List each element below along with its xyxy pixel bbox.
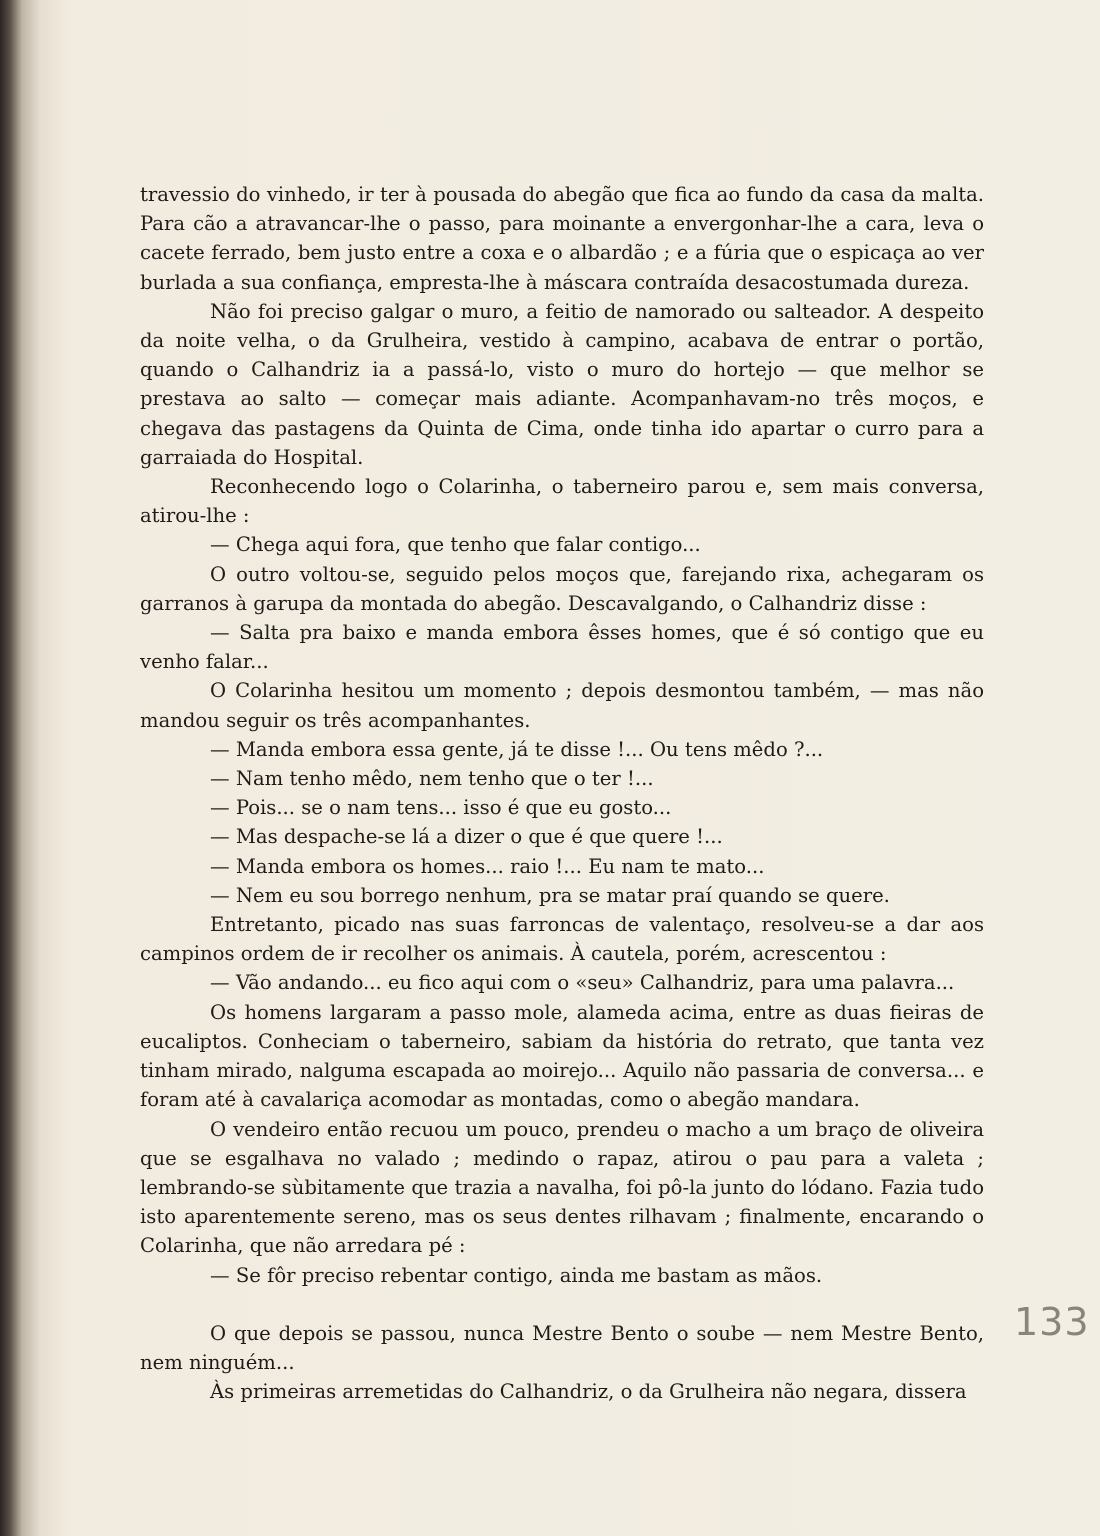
dialogue-line: — Pois... se o nam tens... isso é que eu gosto... [210,796,672,820]
dialogue-line: — Manda embora os homes... raio !... Eu nam te mato... [210,854,765,878]
dialogue-line: — Mas despache-se lá a dizer o que é que quere !... [210,825,723,849]
dialogue-line: — Nam tenho mêdo, nem tenho que o ter !... [210,767,654,791]
dialogue-line: — Se fôr preciso rebentar contigo, ainda me bastam as mãos. [210,1263,823,1287]
page-number: 133 [1014,1300,1090,1344]
paragraph: Reconhecendo logo o Colarinha, o taberneiro parou e, sem mais conversa, atirou-lhe : [140,475,984,528]
dialogue-line: — Chega aqui fora, que tenho que falar contigo... [210,533,701,557]
paragraph: O outro voltou-se, seguido pelos moços que, farejando rixa, achegaram os garranos à garupa da montada do abegão. Descavalgando, o Calhandriz disse : [140,562,984,615]
paragraph: O vendeiro então recuou um pouco, prendeu o macho a um braço de oliveira que se esgalhava no valado ; medindo o rapaz, atirou o pau para a valeta ; lembrando-se sùbitamente que trazia a navalha, foi pô-la junto do lódano. Fazia tudo isto aparentemente sereno, mas os seus dentes rilhavam ; finalmente, encarando o Colarinha, que não arredara pé : [140,1117,984,1258]
paragraph: O Colarinha hesitou um momento ; depois desmontou também, — mas não mandou seguir os três acompanhantes. [140,679,984,732]
dialogue-line: — Vão andando... eu fico aqui com o «seu» Calhandriz, para uma palavra... [210,971,955,995]
dialogue-line: — Salta pra baixo e manda embora êsses homes, que é só contigo que eu venho falar... [140,621,984,674]
dialogue-line: — Nem eu sou borrego nenhum, pra se matar praí quando se quere. [210,883,890,907]
paragraph: Não foi preciso galgar o muro, a feitio de namorado ou salteador. A despeito da noite velha, o da Grulheira, vestido à campino, acabava de entrar o portão, quando o Calhandriz ia a passá-lo, visto o muro do hortejo — que melhor se prestava ao salto — começar mais adiante. Acompanhavam-no três moços, e chegava das pastagens da Quinta de Cima, onde tinha ido apartar o curro para a garraiada do Hospital. [140,299,984,469]
paragraph: Entretanto, picado nas suas farroncas de valentaço, resolveu-se a dar aos campinos ordem de ir recolher os animais. À cautela, porém, acrescentou : [140,913,984,966]
body-text [140,180,984,1406]
dialogue-line: — Manda embora essa gente, já te disse !... Ou tens mêdo ?... [210,737,824,761]
paragraph: travessio do vinhedo, ir ter à pousada do abegão que fica ao fundo da casa da malta. Para cão a atravancar-lhe o passo, para moinante a envergonhar-lhe a cara, leva o cacete ferrado, bem justo entre a coxa e o albardão ; e a fúria que o espicaça ao ver burlada a sua confiança, empresta-lhe à máscara contraída desacostumada dureza. [140,183,984,294]
paragraph: Às primeiras arremetidas do Calhandriz, o da Grulheira não negara, dissera [210,1380,967,1404]
paragraph: Os homens largaram a passo mole, alameda acima, entre as duas fieiras de eucaliptos. Conheciam o taberneiro, sabiam da história do retrato, que tanta vez tinham mirado, nalguma escapada ao moirejo... Aquilo não passaria de conversa... e foram até à cavalariça acomodar as montadas, como o abegão mandara. [140,1000,984,1112]
section-break [140,1290,984,1319]
paragraph: O que depois se passou, nunca Mestre Bento o soube — nem Mestre Bento, nem ninguém... [140,1321,984,1374]
